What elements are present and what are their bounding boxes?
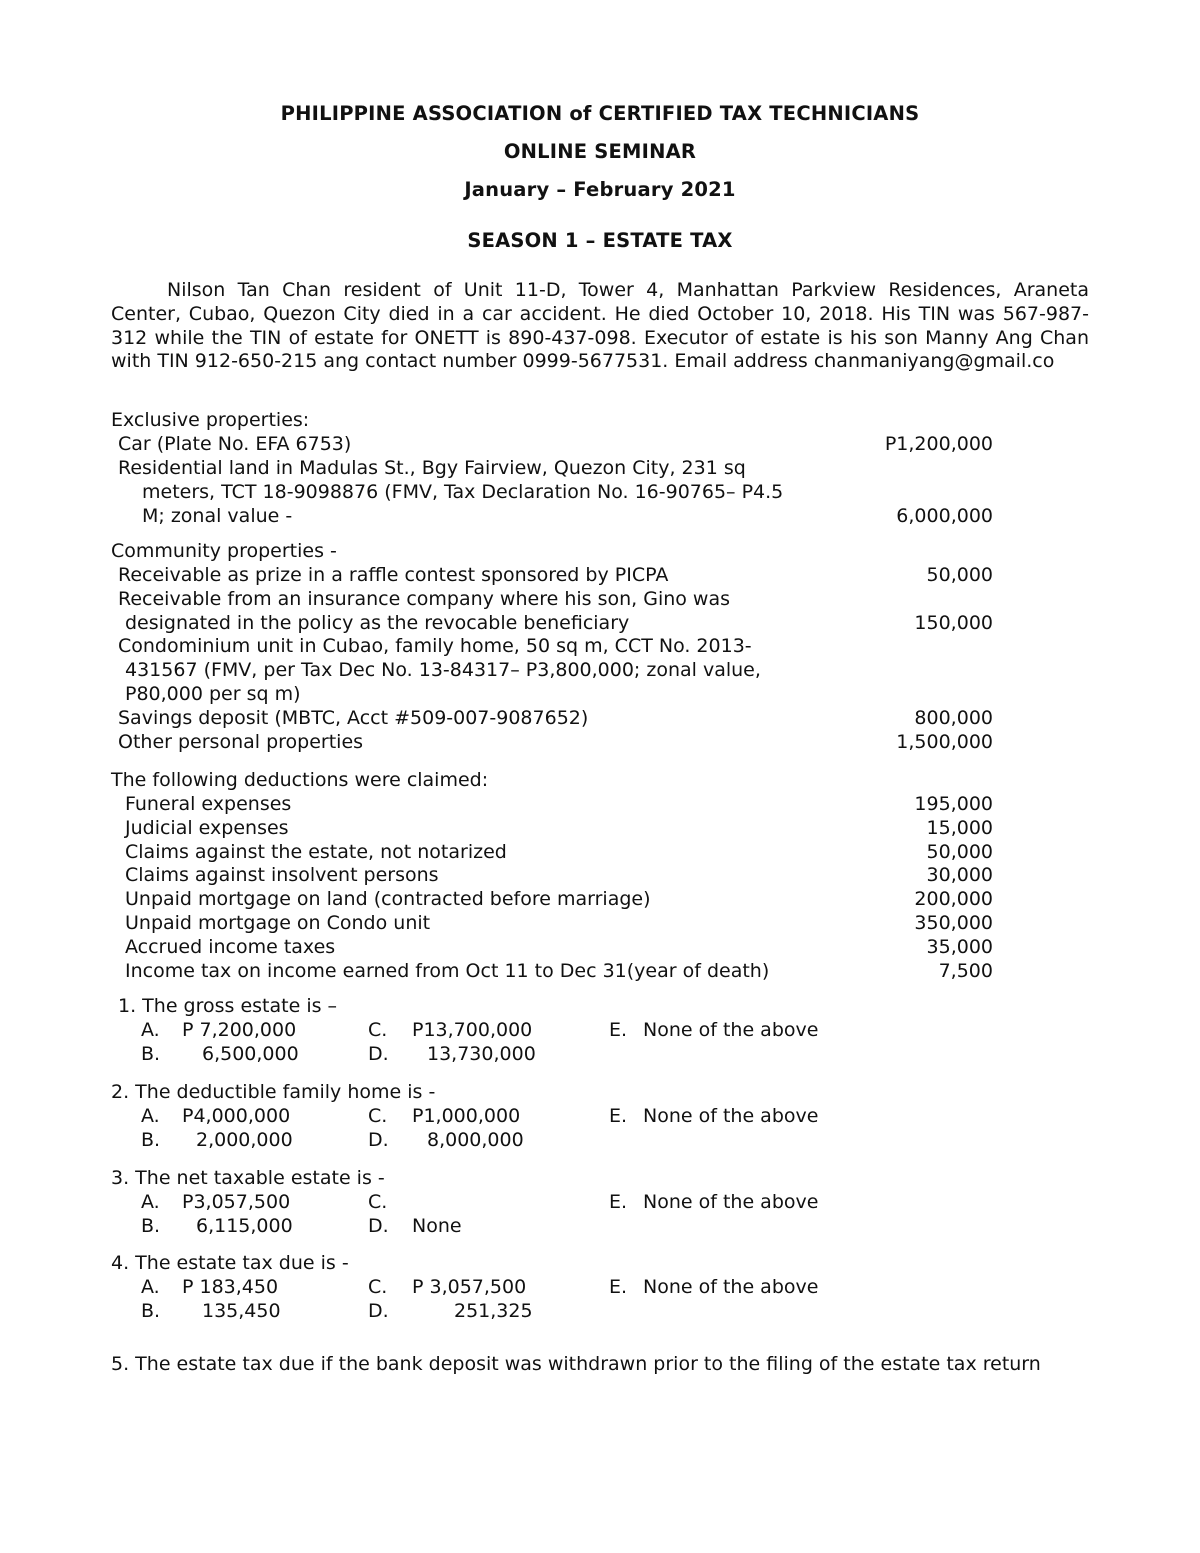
option-letter: B. — [141, 1300, 161, 1322]
intro-text: Nilson Tan Chan resident of Unit 11-D, Tower 4, Manhattan Parkview Residences, Araneta Center, Cubao, Quezon City died in a car accident. He died October 10, 2018. His TIN was 567-987-312 while the TIN of estate for ONETT is 890-437-098. Executor of estate is his son Manny Ang Chan with TIN 912-650-215 ang contact number 0999-5677531. Email address chanmaniyang@gmail.co — [111, 279, 1089, 373]
exclusive-item-amount: 6,000,000 — [896, 505, 993, 527]
option-c: P 3,057,500 — [412, 1276, 527, 1298]
deduction-label: Income tax on income earned from Oct 11 to Dec 31(year of death) — [125, 960, 770, 982]
option-a: P 7,200,000 — [182, 1019, 297, 1041]
deduction-label: Accrued income taxes — [125, 936, 336, 958]
deduction-label: Judicial expenses — [125, 817, 289, 839]
deduction-label: Unpaid mortgage on Condo unit — [125, 912, 431, 934]
topic-title: SEASON 1 – ESTATE TAX — [467, 229, 733, 252]
option-letter: B. — [141, 1043, 161, 1065]
deduction-amount: 50,000 — [926, 841, 993, 863]
option-e: None of the above — [643, 1019, 819, 1041]
community-item-amount: 800,000 — [914, 707, 993, 729]
intro-paragraph — [111, 279, 1089, 374]
option-letter: A. — [141, 1019, 160, 1041]
option-letter: D. — [368, 1300, 389, 1322]
deduction-label: Claims against insolvent persons — [125, 864, 439, 886]
option-letter: D. — [368, 1043, 389, 1065]
option-letter: E. — [609, 1276, 628, 1298]
option-letter: E. — [609, 1191, 628, 1213]
option-letter: E. — [609, 1019, 628, 1041]
exclusive-item-label: meters, TCT 18-9098876 (FMV, Tax Declaration No. 16-90765– P4.5 — [142, 481, 784, 503]
question-1: 1. The gross estate is – — [118, 995, 338, 1017]
option-d: 251,325 — [454, 1300, 533, 1322]
option-a: P3,057,500 — [182, 1191, 291, 1213]
exclusive-item-label: Car (Plate No. EFA 6753) — [118, 433, 352, 455]
period-title: January – February 2021 — [464, 178, 736, 201]
community-item-label: Other personal properties — [118, 731, 364, 753]
deduction-amount: 195,000 — [914, 793, 993, 815]
deduction-label: Unpaid mortgage on land (contracted before marriage) — [125, 888, 651, 910]
option-d: 8,000,000 — [427, 1129, 524, 1151]
exclusive-heading: Exclusive properties: — [111, 409, 310, 431]
option-letter: C. — [368, 1105, 388, 1127]
option-letter: C. — [368, 1191, 388, 1213]
option-letter: A. — [141, 1105, 160, 1127]
community-item-amount: 50,000 — [926, 564, 993, 586]
community-item-label: P80,000 per sq m) — [125, 683, 301, 705]
question-3: 3. The net taxable estate is - — [111, 1167, 385, 1189]
community-item-label: designated in the policy as the revocable beneficiary — [125, 612, 630, 634]
exclusive-item-amount: P1,200,000 — [884, 433, 993, 455]
question-4: 4. The estate tax due is - — [111, 1252, 349, 1274]
option-letter: E. — [609, 1105, 628, 1127]
option-e: None of the above — [643, 1191, 819, 1213]
option-c: P13,700,000 — [412, 1019, 533, 1041]
option-b: 6,115,000 — [196, 1215, 293, 1237]
deduction-amount: 15,000 — [926, 817, 993, 839]
exclusive-item-label: Residential land in Madulas St., Bgy Fairview, Quezon City, 231 sq — [118, 457, 746, 479]
option-e: None of the above — [643, 1105, 819, 1127]
option-c: P1,000,000 — [412, 1105, 521, 1127]
community-item-label: Savings deposit (MBTC, Acct #509-007-9087652) — [118, 707, 589, 729]
deductions-heading: The following deductions were claimed: — [111, 769, 489, 791]
deduction-amount: 350,000 — [914, 912, 993, 934]
event-title: ONLINE SEMINAR — [503, 140, 697, 163]
community-item-amount: 1,500,000 — [896, 731, 993, 753]
option-letter: D. — [368, 1215, 389, 1237]
deduction-amount: 200,000 — [914, 888, 993, 910]
org-title: PHILIPPINE ASSOCIATION of CERTIFIED TAX TECHNICIANS — [280, 102, 920, 125]
deduction-amount: 7,500 — [938, 960, 993, 982]
deduction-label: Claims against the estate, not notarized — [125, 841, 507, 863]
question-5: 5. The estate tax due if the bank deposit was withdrawn prior to the filing of the estate tax return — [111, 1353, 1041, 1375]
option-letter: D. — [368, 1129, 389, 1151]
option-a: P4,000,000 — [182, 1105, 291, 1127]
option-b: 6,500,000 — [202, 1043, 299, 1065]
community-item-label: Condominium unit in Cubao, family home, 50 sq m, CCT No. 2013- — [118, 635, 752, 657]
option-e: None of the above — [643, 1276, 819, 1298]
option-letter: A. — [141, 1191, 160, 1213]
exclusive-item-label: M; zonal value - — [142, 505, 293, 527]
community-item-label: Receivable from an insurance company where his son, Gino was — [118, 588, 731, 610]
deduction-amount: 35,000 — [926, 936, 993, 958]
option-letter: A. — [141, 1276, 160, 1298]
option-a: P 183,450 — [182, 1276, 279, 1298]
option-letter: C. — [368, 1276, 388, 1298]
option-b: 2,000,000 — [196, 1129, 293, 1151]
community-heading: Community properties - — [111, 540, 337, 562]
community-item-label: Receivable as prize in a raffle contest sponsored by PICPA — [118, 564, 669, 586]
option-letter: B. — [141, 1215, 161, 1237]
option-letter: B. — [141, 1129, 161, 1151]
option-d: 13,730,000 — [427, 1043, 536, 1065]
option-letter: C. — [368, 1019, 388, 1041]
community-item-label: 431567 (FMV, per Tax Dec No. 13-84317– P3,800,000; zonal value, — [125, 659, 761, 681]
option-d: None — [412, 1215, 462, 1237]
deduction-amount: 30,000 — [926, 864, 993, 886]
option-b: 135,450 — [202, 1300, 281, 1322]
deduction-label: Funeral expenses — [125, 793, 292, 815]
question-2: 2. The deductible family home is - — [111, 1081, 436, 1103]
community-item-amount: 150,000 — [914, 612, 993, 634]
